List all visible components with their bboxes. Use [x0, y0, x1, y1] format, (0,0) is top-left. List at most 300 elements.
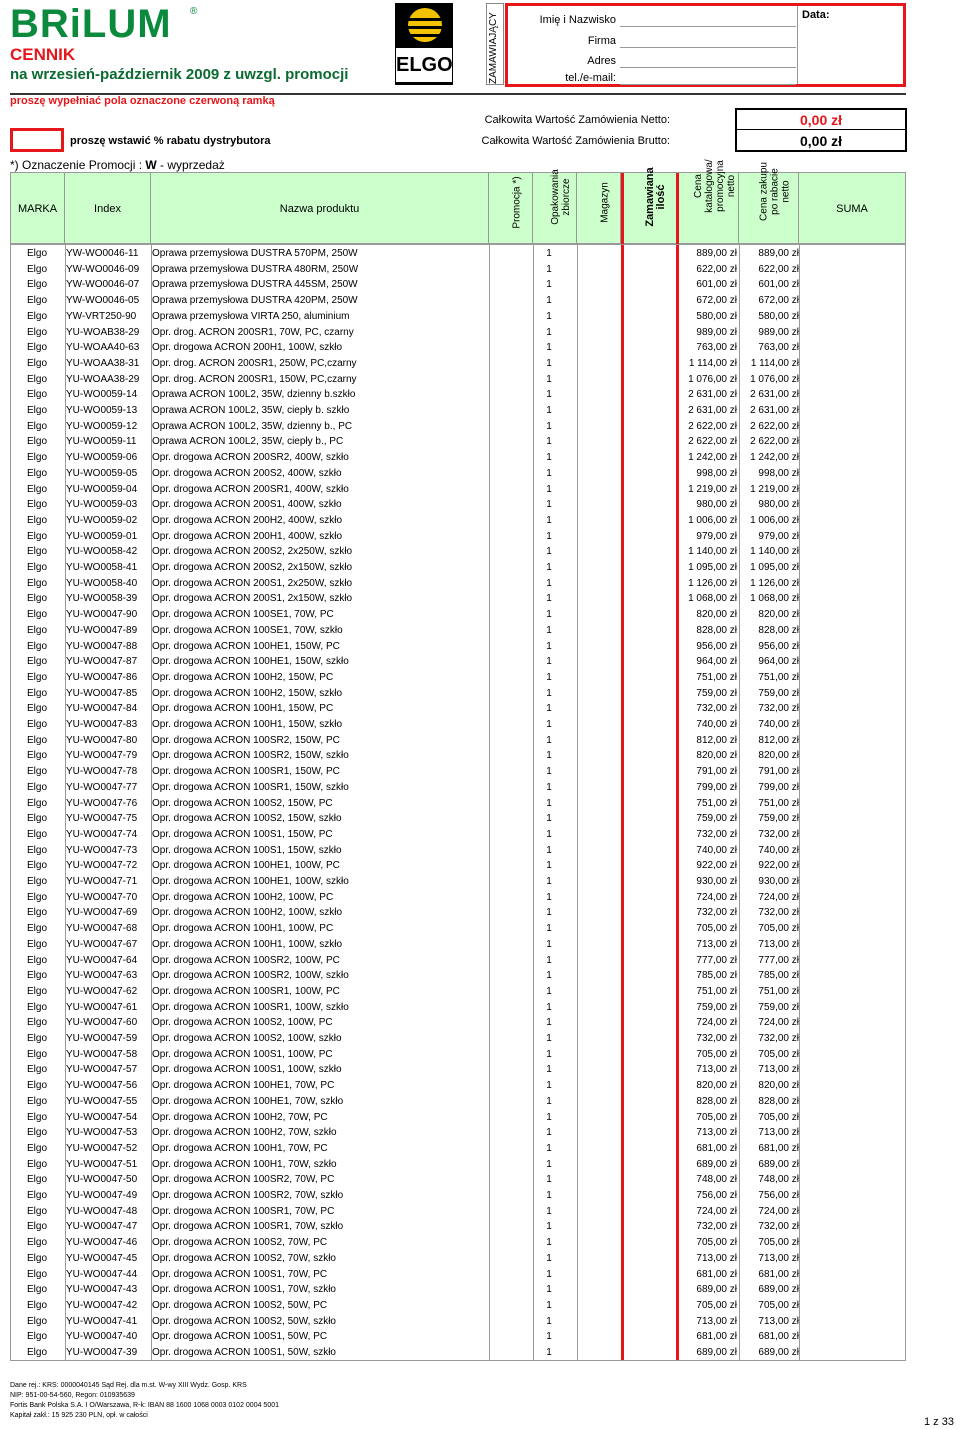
cell-buy-price: 751,00 zł [758, 671, 799, 683]
cell-cat-price: 740,00 zł [696, 719, 737, 730]
quantity-input[interactable] [624, 1157, 674, 1173]
cell-name: Opr. drog. ACRON 200SR1, 70W, PC, czarny [152, 326, 354, 338]
cell-buy-price: 828,00 zł [758, 624, 799, 636]
cell-index: YU-WO0047-62 [66, 985, 138, 997]
cell-marka: Elgo [26, 530, 47, 542]
table-row [11, 246, 905, 262]
quantity-input[interactable] [624, 340, 674, 356]
cell-buy-price: 732,00 zł [758, 703, 799, 715]
col-pack [533, 169, 577, 245]
customer-info-box [505, 3, 906, 87]
cell-marka: Elgo [26, 1095, 47, 1107]
quantity-input[interactable] [624, 623, 674, 639]
registered-mark: ® [190, 6, 198, 17]
table-row [11, 1172, 905, 1188]
cell-index: YW-VRT250-90 [66, 310, 137, 322]
cell-index: YU-WO0059-13 [66, 405, 138, 416]
cell-buy-price: 979,00 zł [758, 530, 799, 542]
cell-pack: 1 [546, 263, 552, 275]
cell-cat-price: 732,00 zł [696, 1221, 737, 1233]
quantity-input[interactable] [624, 246, 674, 262]
quantity-input[interactable] [624, 827, 674, 843]
quantity-input[interactable] [624, 670, 674, 686]
table-row [11, 811, 905, 827]
cell-name: Opr. drogowa ACRON 100SR1, 150W, szkło [152, 781, 349, 793]
table-row [11, 1235, 905, 1251]
company-label: Firma [587, 35, 616, 47]
cell-name: Opr. drogowa ACRON 100H2, 100W, PC [152, 891, 334, 903]
cell-index: YU-WO0047-47 [66, 1221, 138, 1233]
cell-index: YU-WO0047-57 [66, 1064, 138, 1076]
table-row [11, 576, 905, 592]
quantity-input[interactable] [624, 1125, 674, 1141]
table-row [11, 482, 905, 498]
quantity-input[interactable] [624, 1267, 674, 1283]
cell-cat-price: 1 006,00 zł [688, 514, 737, 526]
cell-index: YU-WO0059-04 [66, 483, 138, 495]
cell-buy-price: 1 126,00 zł [750, 577, 799, 589]
cell-pack: 1 [546, 656, 552, 668]
cell-pack: 1 [546, 1017, 552, 1029]
quantity-input[interactable] [624, 701, 674, 717]
cell-cat-price: 622,00 zł [696, 263, 737, 275]
cell-pack: 1 [546, 671, 552, 683]
cell-name: Oprawa ACRON 100L2, 35W, dzienny b.szkło [152, 389, 356, 401]
cell-cat-price: 724,00 zł [696, 891, 737, 903]
cell-index: YU-WO0047-80 [66, 734, 138, 746]
cell-pack: 1 [546, 1299, 552, 1311]
quantity-input[interactable] [624, 1204, 674, 1220]
col-marka: MARKA [11, 173, 65, 245]
quantity-input[interactable] [624, 482, 674, 498]
cell-pack: 1 [546, 907, 552, 919]
quantity-input[interactable] [624, 733, 674, 749]
cell-index: YU-WO0058-40 [66, 577, 138, 589]
quantity-input[interactable] [624, 764, 674, 780]
cell-cat-price: 889,00 zł [696, 248, 737, 259]
cell-pack: 1 [546, 828, 552, 840]
table-row [11, 827, 905, 843]
cell-index: YU-WO0047-69 [66, 907, 138, 919]
cell-name: Opr. drogowa ACRON 100SR1, 150W, PC [152, 766, 340, 778]
cell-marka: Elgo [26, 295, 47, 307]
cell-buy-price: 812,00 zł [758, 734, 799, 746]
col-buy-price-label: Cena zakupu po rabacie netto [758, 162, 791, 221]
cell-name: Opr. drogowa ACRON 100S2, 150W, PC [152, 797, 333, 809]
quantity-input[interactable] [624, 1282, 674, 1298]
quantity-input[interactable] [624, 1047, 674, 1063]
cell-pack: 1 [546, 1190, 552, 1201]
footer-line: NIP: 951-00-54-560, Regon: 010935639 [10, 1392, 135, 1399]
elgo-logo-stripe [408, 34, 442, 37]
quantity-input[interactable] [624, 905, 674, 921]
quantity-input[interactable] [624, 309, 674, 325]
quantity-input[interactable] [624, 419, 674, 435]
cell-name: Opr. drogowa ACRON 100S1, 100W, PC [152, 1048, 333, 1060]
table-row [11, 984, 905, 1000]
quantity-input[interactable] [624, 466, 674, 482]
cennik-title: CENNIK [10, 45, 76, 64]
cell-name: Opr. drogowa ACRON 100H1, 70W, szkło [152, 1158, 337, 1170]
cell-name: Opr. drogowa ACRON 100SR1, 100W, szkło [152, 1001, 349, 1013]
cell-name: Opr. drogowa ACRON 100SR2, 70W, PC [152, 1174, 335, 1186]
cell-index: YU-WO0047-73 [66, 844, 138, 856]
cell-marka: Elgo [26, 1064, 47, 1076]
cell-pack: 1 [546, 734, 552, 746]
cell-index: YU-WO0047-70 [66, 891, 138, 903]
cell-marka: Elgo [26, 1048, 47, 1060]
quantity-input[interactable] [624, 1298, 674, 1314]
quantity-input[interactable] [624, 1078, 674, 1094]
quantity-input[interactable] [624, 858, 674, 874]
cell-buy-price: 748,00 zł [758, 1174, 799, 1186]
cell-pack: 1 [546, 1080, 552, 1092]
price-list-subtitle: na wrzesień-październik 2009 z uwzgl. promocji [10, 66, 349, 83]
cell-name: Opr. drogowa ACRON 100H2, 70W, PC [152, 1111, 328, 1123]
quantity-input[interactable] [624, 1015, 674, 1031]
col-buy-price [739, 162, 799, 245]
cell-index: YU-WO0047-49 [66, 1190, 138, 1201]
cell-buy-price: 724,00 zł [758, 1017, 799, 1029]
quantity-input[interactable] [624, 1329, 674, 1345]
quantity-input[interactable] [624, 890, 674, 906]
cell-cat-price: 705,00 zł [696, 923, 737, 935]
cell-pack: 1 [546, 1284, 552, 1296]
quantity-input[interactable] [624, 1219, 674, 1235]
cell-name: Opr. drogowa ACRON 100H2, 150W, PC [152, 671, 334, 683]
table-row [11, 403, 905, 419]
cell-pack: 1 [546, 1064, 552, 1076]
cell-pack: 1 [546, 420, 552, 432]
cell-cat-price: 724,00 zł [696, 1205, 737, 1217]
cell-cat-price: 759,00 zł [696, 687, 737, 699]
cell-index: YU-WO0047-72 [66, 860, 138, 872]
cell-name: Oprawa ACRON 100L2, 35W, ciepły b. szkło [152, 405, 350, 416]
cell-buy-price: 705,00 zł [758, 1111, 799, 1123]
cell-index: YU-WO0047-53 [66, 1127, 138, 1139]
quantity-input[interactable] [624, 686, 674, 702]
cell-name: Opr. drogowa ACRON 100SR2, 100W, PC [152, 954, 340, 966]
cell-name: Opr. drogowa ACRON 200S2, 400W, szkło [152, 467, 342, 479]
name-field[interactable] [620, 26, 796, 27]
cell-buy-price: 2 622,00 zł [750, 420, 799, 432]
cell-buy-price: 1 114,00 zł [750, 357, 799, 369]
elgo-logo [395, 3, 453, 85]
quantity-input[interactable] [624, 497, 674, 513]
table-row [11, 1251, 905, 1267]
quantity-input[interactable] [624, 953, 674, 969]
cell-name: Opr. drogowa ACRON 100H1, 100W, PC [152, 923, 334, 935]
cell-cat-price: 2 622,00 zł [688, 436, 737, 448]
quantity-input[interactable] [624, 529, 674, 545]
quantity-input[interactable] [624, 1188, 674, 1204]
cell-name: Opr. drogowa ACRON 100S1, 50W, szkło [152, 1347, 336, 1358]
quantity-input[interactable] [624, 293, 674, 309]
footer-line: Fortis Bank Polska S.A. I O/Warszawa, R-k: IBAN 88 1600 1068 0003 0102 0004 5001 [10, 1402, 280, 1409]
col-qty [621, 167, 679, 245]
table-row [11, 1314, 905, 1330]
col-cat-price-label: Cena katalogowa/ promocyjna netto [692, 159, 737, 213]
table-row [11, 1094, 905, 1110]
table-row [11, 701, 905, 717]
quantity-input[interactable] [624, 780, 674, 796]
table-row [11, 1298, 905, 1314]
quantity-input[interactable] [624, 591, 674, 607]
table-row [11, 1125, 905, 1141]
cell-cat-price: 705,00 zł [696, 1299, 737, 1311]
quantity-input[interactable] [624, 1314, 674, 1330]
cell-index: YU-WO0047-60 [66, 1017, 138, 1029]
quantity-input[interactable] [624, 544, 674, 560]
contact-field[interactable] [620, 84, 796, 85]
quantity-input[interactable] [624, 843, 674, 859]
quantity-input[interactable] [624, 325, 674, 341]
quantity-input[interactable] [624, 968, 674, 984]
cell-index: YU-WO0047-43 [66, 1284, 138, 1296]
cell-pack: 1 [546, 844, 552, 856]
elgo-logo-stripe [408, 26, 442, 29]
contact-label: tel./e-mail: [565, 72, 616, 84]
cell-index: YU-WO0059-03 [66, 499, 138, 511]
quantity-input[interactable] [624, 1251, 674, 1267]
promo-legend: *) Oznaczenie Promocji : W - wyprzedaż [10, 158, 225, 172]
cell-cat-price: 1 219,00 zł [688, 483, 737, 495]
quantity-input[interactable] [624, 450, 674, 466]
cell-pack: 1 [546, 530, 552, 542]
cell-buy-price: 705,00 zł [758, 1048, 799, 1060]
cell-buy-price: 705,00 zł [758, 1299, 799, 1311]
cell-marka: Elgo [26, 1158, 47, 1170]
cell-buy-price: 580,00 zł [758, 310, 799, 322]
cell-index: YU-WO0047-45 [66, 1252, 138, 1264]
cell-marka: Elgo [26, 640, 47, 652]
cell-index: YU-WO0047-85 [66, 687, 138, 699]
table-row [11, 293, 905, 309]
cell-cat-price: 681,00 zł [696, 1268, 737, 1280]
quantity-input[interactable] [624, 1031, 674, 1047]
cell-pack: 1 [546, 813, 552, 825]
cell-buy-price: 980,00 zł [758, 499, 799, 511]
total-gross-value: 0,00 zł [799, 133, 843, 149]
table-row [11, 356, 905, 372]
cell-buy-price: 681,00 zł [758, 1268, 799, 1280]
cell-marka: Elgo [26, 1237, 47, 1249]
table-row [11, 1000, 905, 1016]
cell-buy-price: 1 219,00 zł [750, 483, 799, 495]
cell-buy-price: 820,00 zł [758, 750, 799, 762]
cell-marka: Elgo [26, 891, 47, 903]
cell-pack: 1 [546, 310, 552, 322]
quantity-input[interactable] [624, 403, 674, 419]
cell-buy-price: 689,00 zł [758, 1347, 799, 1358]
cell-name: Opr. drogowa ACRON 100SR1, 70W, PC [152, 1205, 335, 1217]
cell-buy-price: 820,00 zł [758, 609, 799, 621]
cell-name: Opr. drogowa ACRON 200SR1, 400W, szkło [152, 483, 349, 495]
cell-buy-price: 1 095,00 zł [750, 562, 799, 573]
cell-name: Oprawa przemysłowa DUSTRA 445SM, 250W [152, 279, 358, 291]
cell-cat-price: 922,00 zł [696, 860, 737, 872]
cell-index: YU-WO0047-79 [66, 750, 138, 762]
cell-cat-price: 713,00 zł [696, 1064, 737, 1076]
address-label: Adres [587, 55, 616, 67]
cell-marka: Elgo [26, 1299, 47, 1311]
quantity-input[interactable] [624, 262, 674, 278]
address-field[interactable] [620, 67, 796, 68]
quantity-input[interactable] [624, 356, 674, 372]
quantity-input[interactable] [624, 748, 674, 764]
quantity-input[interactable] [624, 654, 674, 670]
table-row [11, 466, 905, 482]
cell-buy-price: 732,00 zł [758, 1221, 799, 1233]
quantity-input[interactable] [624, 1345, 674, 1361]
quantity-input[interactable] [624, 513, 674, 529]
cell-cat-price: 705,00 zł [696, 1048, 737, 1060]
discount-input[interactable] [10, 128, 64, 152]
cell-marka: Elgo [26, 499, 47, 511]
cell-cat-price: 930,00 zł [696, 876, 737, 887]
cell-cat-price: 713,00 zł [696, 938, 737, 950]
quantity-input[interactable] [624, 1172, 674, 1188]
cell-marka: Elgo [26, 1190, 47, 1201]
quantity-input[interactable] [624, 1000, 674, 1016]
company-field[interactable] [620, 47, 796, 48]
cell-cat-price: 1 114,00 zł [688, 357, 737, 369]
cell-marka: Elgo [26, 420, 47, 432]
cell-pack: 1 [546, 389, 552, 401]
quantity-input[interactable] [624, 984, 674, 1000]
cell-pack: 1 [546, 985, 552, 997]
cell-cat-price: 748,00 zł [696, 1174, 737, 1186]
table-row [11, 607, 905, 623]
cell-index: YU-WO0047-68 [66, 923, 138, 935]
cell-buy-price: 785,00 zł [758, 970, 799, 982]
cell-marka: Elgo [26, 1127, 47, 1139]
cell-name: Opr. drogowa ACRON 100HE1, 70W, PC [152, 1080, 335, 1092]
quantity-input[interactable] [624, 277, 674, 293]
cell-pack: 1 [546, 860, 552, 872]
quantity-input[interactable] [624, 607, 674, 623]
zamawiajacy-label: ZAMAWIAJĄCY [488, 12, 499, 84]
cell-pack: 1 [546, 797, 552, 809]
cell-marka: Elgo [26, 562, 47, 573]
cell-marka: Elgo [26, 985, 47, 997]
cell-index: YU-WO0047-58 [66, 1048, 138, 1060]
cell-index: YU-WO0047-42 [66, 1299, 138, 1311]
cell-index: YU-WO0047-39 [66, 1347, 138, 1358]
quantity-input[interactable] [624, 639, 674, 655]
col-stock [577, 173, 621, 245]
quantity-input[interactable] [624, 921, 674, 937]
quantity-input[interactable] [624, 1235, 674, 1251]
cell-cat-price: 1 076,00 zł [688, 373, 737, 385]
cell-buy-price: 689,00 zł [758, 1284, 799, 1296]
quantity-input[interactable] [624, 1062, 674, 1078]
col-sum: SUMA [836, 203, 868, 215]
cell-buy-price: 1 242,00 zł [750, 452, 799, 464]
table-row [11, 937, 905, 953]
cell-cat-price: 2 622,00 zł [688, 420, 737, 432]
quantity-input[interactable] [624, 1141, 674, 1157]
name-label: Imię i Nazwisko [539, 14, 616, 26]
cell-index: YW-WO0046-09 [66, 263, 140, 275]
footer-line: Kapitał zakł.: 15 925 230 PLN, opł. w całości [10, 1412, 148, 1419]
cell-index: YU-WO0047-78 [66, 766, 138, 778]
table-row [11, 419, 905, 435]
cell-marka: Elgo [26, 876, 47, 887]
table-row [11, 1062, 905, 1078]
table-row [11, 905, 905, 921]
table-row [11, 544, 905, 560]
quantity-input[interactable] [624, 1094, 674, 1110]
cell-pack: 1 [546, 703, 552, 715]
quantity-input[interactable] [624, 1110, 674, 1126]
col-index: Index [65, 173, 151, 245]
cell-pack: 1 [546, 436, 552, 448]
cell-cat-price: 812,00 zł [696, 734, 737, 746]
quantity-input[interactable] [624, 387, 674, 403]
cell-index: YU-WO0047-59 [66, 1033, 138, 1044]
cell-index: YW-WO0046-05 [66, 295, 140, 307]
table-row [11, 450, 905, 466]
table-row [11, 1047, 905, 1063]
cell-cat-price: 791,00 zł [696, 766, 737, 778]
totals-box [735, 108, 907, 152]
cell-buy-price: 713,00 zł [758, 1315, 799, 1327]
cell-pack: 1 [546, 609, 552, 621]
table-row [11, 1267, 905, 1283]
cell-buy-price: 740,00 zł [758, 719, 799, 730]
cell-buy-price: 713,00 zł [758, 1127, 799, 1139]
cell-index: YU-WOAB38-29 [66, 326, 140, 338]
cell-cat-price: 1 068,00 zł [688, 593, 737, 605]
quantity-input[interactable] [624, 811, 674, 827]
company-footer [10, 1381, 279, 1421]
quantity-input[interactable] [624, 796, 674, 812]
cell-buy-price: 759,00 zł [758, 687, 799, 699]
elgo-logo-word: ELGO [396, 48, 452, 82]
cell-buy-price: 672,00 zł [758, 295, 799, 307]
cell-marka: Elgo [26, 844, 47, 856]
quantity-input[interactable] [624, 717, 674, 733]
table-row [11, 1015, 905, 1031]
cell-name: Opr. drogowa ACRON 100S1, 150W, PC [152, 828, 333, 840]
cell-buy-price: 964,00 zł [758, 656, 799, 668]
cell-marka: Elgo [26, 1284, 47, 1296]
quantity-input[interactable] [624, 372, 674, 388]
quantity-input[interactable] [624, 434, 674, 450]
cell-marka: Elgo [26, 577, 47, 589]
quantity-input[interactable] [624, 874, 674, 890]
cell-name: Opr. drogowa ACRON 100SR2, 150W, szkło [152, 750, 349, 762]
cell-pack: 1 [546, 750, 552, 762]
quantity-input[interactable] [624, 576, 674, 592]
cell-marka: Elgo [26, 797, 47, 809]
cell-pack: 1 [546, 326, 552, 338]
cell-marka: Elgo [26, 1017, 47, 1029]
quantity-input[interactable] [624, 560, 674, 576]
cell-cat-price: 2 631,00 zł [688, 405, 737, 416]
cell-index: YU-WO0047-84 [66, 703, 138, 715]
cell-index: YU-WO0047-87 [66, 656, 138, 668]
table-row [11, 1282, 905, 1298]
cell-name: Opr. drogowa ACRON 100H2, 70W, szkło [152, 1127, 337, 1139]
quantity-input[interactable] [624, 937, 674, 953]
cell-buy-price: 732,00 zł [758, 907, 799, 919]
table-row [11, 843, 905, 859]
cell-index: YU-WO0047-88 [66, 640, 138, 652]
table-row [11, 372, 905, 388]
cell-cat-price: 956,00 zł [696, 640, 737, 652]
